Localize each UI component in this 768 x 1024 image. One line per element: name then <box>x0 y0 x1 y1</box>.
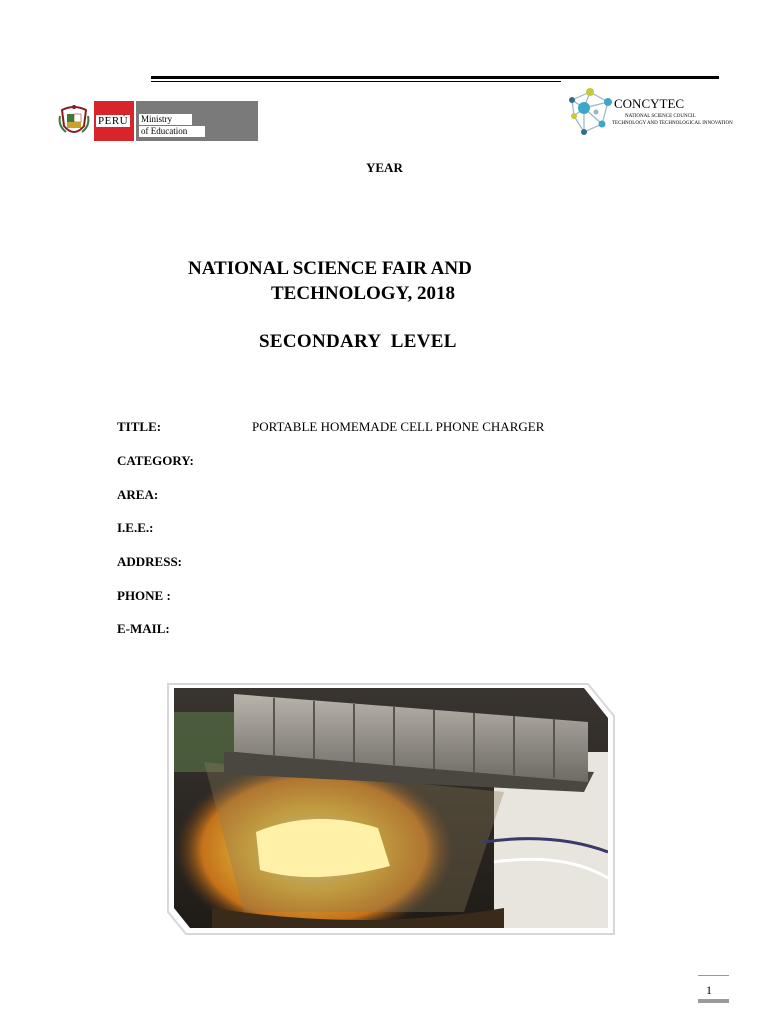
header-rule-thin <box>151 81 561 82</box>
fair-title-line2: TECHNOLOGY, 2018 <box>271 283 456 304</box>
title-label: TITLE: <box>117 419 162 434</box>
category-label: CATEGORY: <box>117 453 194 468</box>
charger-photo <box>164 682 616 937</box>
fair-title-line1: NATIONAL SCIENCE FAIR AND <box>188 258 472 279</box>
level-heading: SECONDARY LEVEL <box>259 331 457 352</box>
year-label: YEAR <box>366 160 403 175</box>
ministry-label-line1: Ministry <box>139 114 192 125</box>
concytec-network-icon <box>562 82 618 138</box>
coat-of-arms-icon <box>58 104 90 138</box>
page-number: 1 <box>706 983 712 997</box>
iee-label: I.E.E.: <box>117 520 154 535</box>
page-number-rule-top <box>698 975 729 976</box>
email-label: E-MAIL: <box>117 621 170 636</box>
address-label: ADDRESS: <box>117 554 183 569</box>
page-number-rule <box>698 999 729 1003</box>
concytec-name: CONCYTEC <box>614 97 708 111</box>
phone-label: PHONE : <box>117 588 171 603</box>
title-value: PORTABLE HOMEMADE CELL PHONE CHARGER <box>252 419 545 434</box>
concytec-subtitle-2: TECHNOLOGY AND TECHNOLOGICAL INNOVATION <box>612 121 733 126</box>
peru-label: PERÚ <box>98 115 129 127</box>
ministry-label-line2: of Education <box>139 126 205 137</box>
concytec-subtitle-1: NATIONAL SCIENCE COUNCIL <box>625 114 696 119</box>
area-label: AREA: <box>117 487 159 502</box>
header-rule <box>151 76 719 79</box>
